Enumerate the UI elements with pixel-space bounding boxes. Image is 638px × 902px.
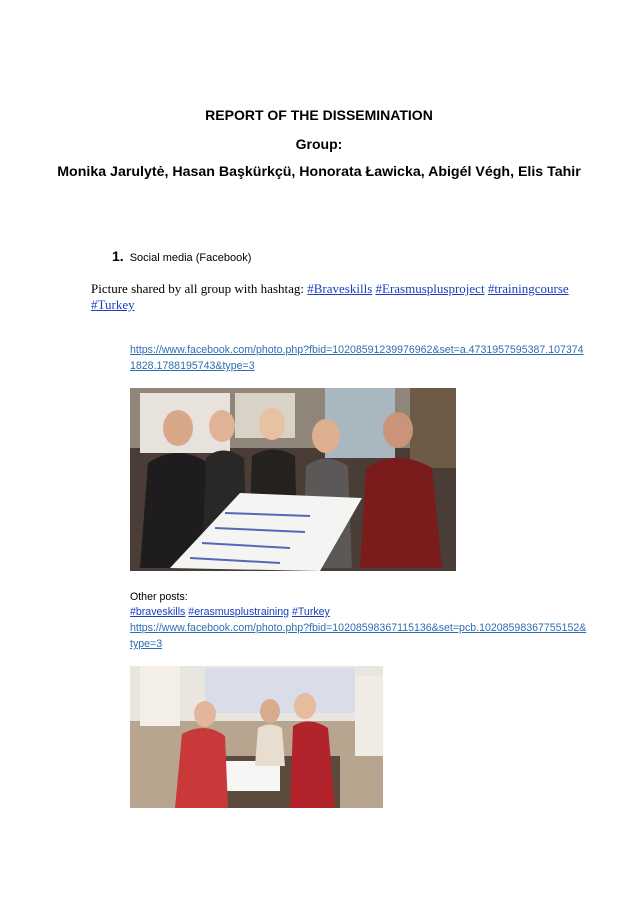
- facebook-link-2[interactable]: [130, 620, 612, 652]
- group-label: Group:: [295, 136, 343, 152]
- link-line[interactable]: 1828.1788195743&type=3: [130, 360, 255, 372]
- hashtag-link[interactable]: #Turkey: [91, 297, 135, 312]
- hashtag-link[interactable]: #braveskills: [130, 606, 186, 618]
- report-title: REPORT OF THE DISSEMINATION: [205, 107, 433, 123]
- hashtag-link[interactable]: #erasmusplustraining: [188, 606, 289, 618]
- hashtag-link[interactable]: #trainingcourse: [487, 281, 569, 296]
- other-posts-label: Other posts:: [130, 591, 188, 603]
- hashtag-link[interactable]: #Erasmusplusproject: [375, 281, 485, 296]
- section-title: Social media (Facebook): [129, 252, 252, 264]
- workshop-photo: [130, 666, 383, 808]
- group-photo: [130, 388, 456, 571]
- other-posts-hashtags: [130, 604, 330, 620]
- workshop-photo-illustration: [130, 666, 383, 808]
- intro-paragraph: [91, 281, 591, 313]
- link-line[interactable]: https://www.facebook.com/photo.php?fbid=10208591239976962&set=a.4731957595387.107374: [130, 344, 584, 356]
- section-number: 1.: [112, 248, 124, 264]
- group-members: Monika Jarulytė, Hasan Başkürkçü, Honorata Ławicka, Abigél Végh, Elis Tahir: [57, 164, 581, 180]
- hashtag-link[interactable]: #Turkey: [291, 606, 330, 618]
- hashtag-link[interactable]: #Braveskills: [307, 281, 373, 296]
- section-heading: [112, 248, 251, 264]
- facebook-link-1[interactable]: [130, 342, 610, 374]
- intro-text: Picture shared by all group with hashtag:: [91, 281, 305, 296]
- link-line[interactable]: https://www.facebook.com/photo.php?fbid=10208598367115136&set=pcb.10208598367755152&: [130, 622, 587, 634]
- link-line[interactable]: type=3: [130, 638, 163, 650]
- group-photo-illustration: [130, 388, 456, 571]
